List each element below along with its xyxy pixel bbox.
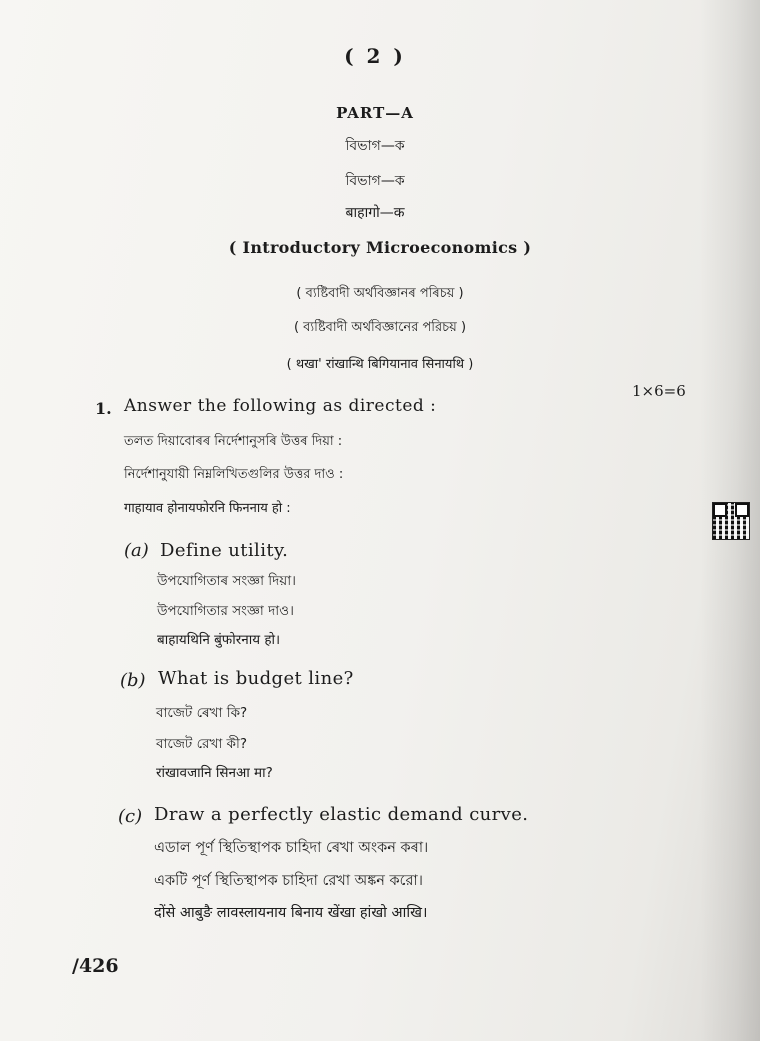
subquestion-a-label: (a)	[124, 540, 149, 561]
instruction-bengali: নির্দেশানুযায়ী নিম্নলিখিতগুলির উত্তর দাও :	[124, 467, 344, 482]
part-heading-assamese: বিভাগ—ক	[345, 138, 405, 154]
subquestion-b-bodo: रांखावजानि सिनआ मा?	[156, 765, 273, 781]
course-title-assamese: ( ব্যষ্টিবাদী অর্থবিজ্ঞানৰ পৰিচয় )	[296, 286, 464, 301]
course-title-bodo: ( थखा' रांखान्थि बिगियानाव सिनायथि )	[286, 357, 474, 372]
subquestion-c-assamese: এডাল পূর্ণ স্থিতিস্থাপক চাহিদা ৰেখা অংকন কৰা।	[154, 840, 429, 856]
subquestion-b-bengali: বাজেট রেখা কী?	[156, 736, 248, 752]
course-title: ( Introductory Microeconomics )	[228, 238, 532, 257]
subquestion-a-bodo: बाहायथिनि बुंफोरनाय हो।	[157, 632, 281, 648]
subquestion-a-bengali: উপযোগিতার সংজ্ঞা দাও।	[157, 603, 294, 619]
part-heading: PART—A	[336, 104, 414, 122]
qr-code-icon	[713, 503, 749, 539]
paper-code-footer: /426	[72, 955, 119, 977]
subquestion-c-bengali: একটি পূর্ণ স্থিতিস্থাপক চাহিদা রেখা অঙ্কন করো।	[154, 873, 423, 889]
subquestion-a-assamese: উপযোগিতাৰ সংজ্ঞা দিয়া।	[157, 573, 296, 589]
subquestion-c-label: (c)	[118, 806, 143, 827]
subquestion-b-label: (b)	[120, 670, 146, 691]
subquestion-c-bodo: दोंसे आबुङै लावस्लायनाय बिनाय खेंखा हांखो आखि।	[154, 905, 428, 921]
subquestion-a-text: Define utility.	[160, 540, 289, 561]
instruction-assamese: তলত দিয়াবোৰৰ নির্দেশানুসৰি উত্তৰ দিয়া :	[124, 434, 343, 449]
course-title-bengali: ( ব্যষ্টিবাদী অর্থবিজ্ঞানের পরিচয় )	[293, 320, 467, 335]
part-heading-bodo: बाहागो—क	[345, 205, 405, 221]
subquestion-b-assamese: বাজেট ৰেখা কি?	[156, 705, 248, 721]
subquestion-b-text: What is budget line?	[158, 668, 354, 689]
question-text: Answer the following as directed :	[124, 396, 437, 416]
instruction-bodo: गाहायाव होनायफोरनि फिननाय हो :	[124, 501, 291, 516]
page-number: ( 2 )	[344, 44, 406, 68]
question-marks: 1×6=6	[632, 382, 686, 400]
part-heading-bengali: বিভাগ—ক	[345, 173, 405, 189]
question-number: 1.	[95, 399, 112, 418]
subquestion-c-text: Draw a perfectly elastic demand curve.	[154, 804, 529, 825]
